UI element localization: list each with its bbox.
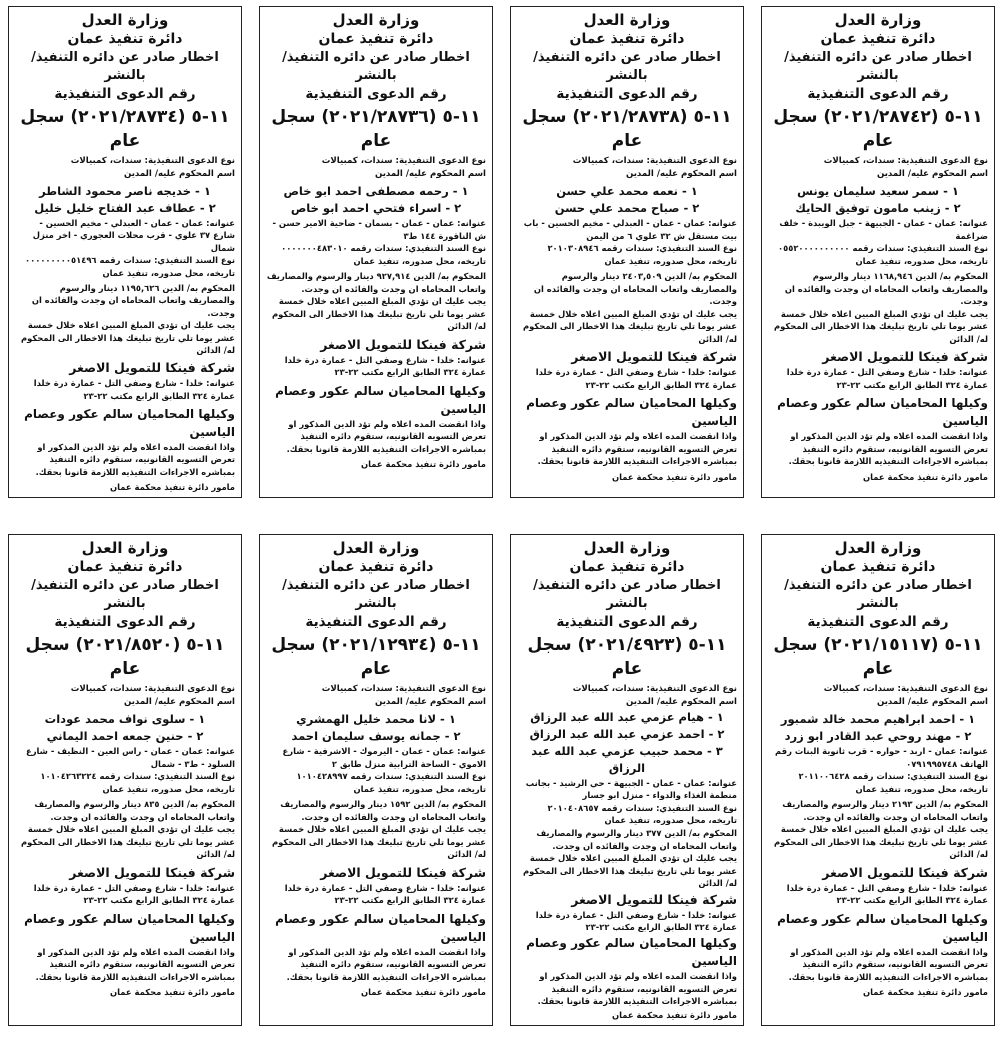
court-notice — [259, 6, 493, 498]
judgment-amount — [266, 798, 486, 823]
judgment-amount — [15, 282, 235, 320]
bond-info: نوع السند التنفيذي: سندات رقمه ١٠١٠٤٢٦٣٢٢٤ — [40, 771, 235, 781]
department-title: دائرة تنفيذ عمان — [67, 31, 183, 47]
costs-text: دينار والرسوم والمصاريف واتعاب المحاماه ان وجدت والفائده ان وجدت. — [34, 799, 235, 822]
judgment-amount — [517, 270, 737, 308]
creditor-address: عنوانه: خلدا - شارع وصفي التل - عمارة درة خلدا عمارة ٣٢٤ الطابق الرابع مكتب ٢٢-٢٣ — [33, 378, 235, 401]
costs-text: دينار والرسوم والمصاريف واتعاب المحاماه ان وجدت والفائده ان وجدت. — [536, 828, 737, 851]
notice-heading: اخطار صادر عن دائره التنفيذ/ بالنشر — [282, 50, 470, 83]
department-title: دائرة تنفيذ عمان — [318, 31, 434, 47]
department-title: دائرة تنفيذ عمان — [820, 31, 936, 47]
judgment-amount — [768, 270, 988, 308]
debtor-1: ١ - احمد ابراهيم محمد خالد شمبور — [780, 712, 976, 726]
case-number: ١١-٥ (٢٠٢١/١٢٩٣٤) سجل عام — [271, 635, 481, 679]
debtor-label: اسم المحكوم عليه/ المدين — [374, 696, 486, 707]
debtor-label: اسم المحكوم عليه/ المدين — [876, 696, 988, 707]
case-number: ١١-٥ (٢٠٢١/٨٥٢٠) سجل عام — [25, 635, 225, 679]
debtor-label: اسم المحكوم عليه/ المدين — [123, 168, 235, 179]
creditor-lawyers: وكيلها المحاميان سالم عكور وعصام الياسين — [24, 406, 235, 439]
debtor-2: ٢ - اسراء فتحي احمد ابو خاص — [290, 201, 462, 215]
creditor-address: عنوانه: خلدا - شارع وصفي التل - عمارة درة خلدا عمارة ٣٢٤ الطابق الرابع مكتب ٢٢-٢٣ — [33, 882, 235, 905]
notice-heading: اخطار صادر عن دائره التنفيذ/ بالنشر — [31, 578, 219, 611]
case-title: رقم الدعوى التنفيذية — [556, 86, 698, 102]
debtor-address: عنوانه: عمان - عمان - اليرموك - الاشرفية - شارع الاموي - الساحة الترابية منزل طابق ٢ — [282, 746, 486, 769]
ministry-title: وزارة العدل — [583, 11, 671, 29]
judgment-amount — [15, 798, 235, 823]
notice-heading: اخطار صادر عن دائره التنفيذ/ بالنشر — [784, 50, 972, 83]
costs-text: دينار والرسوم والمصاريف واتعاب المحاماه ان وجدت والفائده ان وجدت. — [782, 799, 988, 822]
debtor-2: ٢ - مهند روحي عبد القادر ابو زرد — [784, 729, 972, 743]
case-number: ١١-٥ (٢٠٢١/٢٨٧٣٤) سجل عام — [20, 107, 230, 151]
residence-info: تاريخه، محل صدوره، تنفيذ عمان — [604, 815, 737, 826]
payment-notice: يجب عليك ان تؤدي المبلغ المبين اعلاه خلال خمسة عشر يوما تلي تاريخ تبليغك هذا الاخطار الى المحكوم له/ الدائن — [774, 824, 988, 859]
creditor-lawyers: وكيلها المحاميان سالم عكور وعصام الياسين — [526, 936, 737, 969]
creditor-company: شركة فينكا للتمويل الاصغر — [320, 864, 486, 880]
notice-heading: اخطار صادر عن دائره التنفيذ/ بالنشر — [533, 50, 721, 83]
debtor-2: ٢ - عطاف عبد الفتاح خليل خليل — [34, 200, 216, 215]
notice-heading: اخطار صادر عن دائره التنفيذ/ بالنشر — [31, 50, 219, 83]
court-notice — [8, 534, 242, 1026]
creditor-company: شركة فينكا للتمويل الاصغر — [822, 349, 988, 364]
amount-value: المحكوم به/ الدين ٢٤٠٣,٥٠٩ — [622, 271, 737, 281]
court-notice — [259, 534, 493, 1026]
amount-value: المحكوم به/ الدين ١١٩٥,٦٢٦ — [120, 282, 235, 293]
creditor-company: شركة فينكا للتمويل الاصغر — [822, 864, 988, 880]
case-type: نوع الدعوى التنفيذية: سندات، كمبيالات — [823, 156, 988, 166]
case-title: رقم الدعوى التنفيذية — [305, 86, 447, 102]
warning-text: واذا انقضت المده اعلاه ولم تؤد الدين المذكور او تعرض التسويه القانونيه، ستقوم دائره التنفيذ بمباشره الاجراءات التنفيذيه اللازمة قانونا بحقك. — [788, 946, 988, 982]
department-title: دائرة تنفيذ عمان — [318, 559, 434, 575]
payment-notice: يجب عليك ان تؤدي المبلغ المبين اعلاه خلال خمسة عشر يوما تلي تاريخ تبليغك هذا الاخطار الى المحكوم له/ الدائن — [523, 853, 737, 889]
notice-footer: مامور دائرة تنفيذ محكمة عمان — [110, 987, 235, 997]
debtor-address: عنوانه: عمان - اربد - حواره - قرب ثانوية البنات رقم الهاتف ٠٧٩١٩٩٥٧٤٨ — [775, 746, 988, 769]
judgment-amount — [266, 270, 486, 295]
court-notice — [761, 534, 995, 1026]
debtor-address: عنوانه: عمان - عمان - العبدلي - مخيم الحسين - باب بيت مستقل ش ٣٢ علوي ٦ من اليمن — [523, 218, 737, 241]
payment-notice: يجب عليك ان تؤدي المبلغ المبين اعلاه خلال خمسة عشر يوما تلي تاريخ تبليغك هذا الاخطار الى المحكوم له/ الدائن — [774, 308, 988, 344]
judgment-amount — [517, 827, 737, 852]
costs-text: دينار والرسوم والمصاريف واتعاب المحاماه ان وجدت والفائده ان وجدت. — [31, 282, 235, 318]
case-title: رقم الدعوى التنفيذية — [305, 614, 447, 630]
bond-info: نوع السند التنفيذي: سندات رقمه ١٠١٠٤٢٨٩٩٧ — [296, 771, 486, 781]
costs-text: دينار والرسوم والمصاريف واتعاب المحاماه ان وجدت والفائده ان وجدت. — [280, 799, 486, 822]
debtor-2: ٢ - صباح محمد علي حسن — [554, 201, 700, 215]
debtor-address: عنوانه: عمان - عمان - الجبيهة - جبل الويبدة - خلف ضراغمة — [779, 218, 988, 241]
debtor-label: اسم المحكوم عليه/ المدين — [374, 168, 486, 179]
notice-heading: اخطار صادر عن دائره التنفيذ/ بالنشر — [282, 578, 470, 611]
creditor-company: شركة فينكا للتمويل الاصغر — [320, 336, 486, 352]
bond-info: نوع السند التنفيذي: سندات رقمه ٠٥٥٢٠٠٠٠٠٠٠٠٠٠ — [777, 243, 988, 253]
department-title: دائرة تنفيذ عمان — [569, 559, 685, 575]
ministry-title: وزارة العدل — [834, 539, 922, 557]
bond-info: نوع السند التنفيذي: سندات رقمه ٢٠١٠٣٠٨٩٤٦ — [547, 243, 737, 253]
creditor-address: عنوانه: خلدا - شارع وصفي التل - عمارة درة خلدا عمارة ٣٢٤ الطابق الرابع مكتب ٢٢-٢٣ — [535, 367, 737, 390]
amount-value: المحكوم به/ الدين ٩٢٧,٩١٤ — [376, 271, 486, 281]
creditor-lawyers: وكيلها المحاميان سالم عكور وعصام الياسين — [275, 911, 486, 944]
creditor-lawyers: وكيلها المحاميان سالم عكور وعصام الياسين — [275, 383, 486, 416]
warning-text: واذا انقضت المده اعلاه ولم تؤد الدين المذكور او تعرض التسويه القانونيه، ستقوم دائره التنفيذ بمباشره الاجراءات التنفيذيه اللازمة قانونا بحقك. — [537, 431, 737, 466]
department-title: دائرة تنفيذ عمان — [820, 559, 936, 575]
notice-footer: مامور دائرة تنفيذ محكمة عمان — [110, 481, 235, 492]
debtor-2: ٢ - حنين جمعه احمد اليماني — [46, 729, 204, 743]
notice-footer: مامور دائرة تنفيذ محكمة عمان — [612, 1009, 737, 1020]
case-title: رقم الدعوى التنفيذية — [556, 614, 698, 630]
judgment-amount — [768, 798, 988, 823]
department-title: دائرة تنفيذ عمان — [67, 559, 183, 575]
court-notice — [761, 6, 995, 498]
costs-text: دينار والرسوم والمصاريف واتعاب المحاماه ان وجدت والفائده ان وجدت. — [784, 271, 988, 306]
debtor-1: ١ - خديجه ناصر محمود الشاطر — [39, 183, 211, 198]
residence-info: تاريخه، محل صدوره، تنفيذ عمان — [102, 267, 235, 278]
creditor-address: عنوانه: خلدا - شارع وصفي التل - عمارة درة خلدا عمارة ٣٢٤ الطابق الرابع مكتب ٢٢-٢٣ — [284, 882, 486, 905]
residence-info: تاريخه، محل صدوره، تنفيذ عمان — [855, 783, 988, 794]
ministry-title: وزارة العدل — [834, 11, 922, 29]
court-notice — [510, 6, 744, 498]
court-notice — [8, 6, 242, 498]
department-title: دائرة تنفيذ عمان — [569, 31, 685, 47]
amount-value: المحكوم به/ الدين ٣٧٧ — [646, 828, 737, 839]
ministry-title: وزارة العدل — [81, 539, 169, 557]
debtor-label: اسم المحكوم عليه/ المدين — [876, 168, 988, 179]
notice-heading: اخطار صادر عن دائره التنفيذ/ بالنشر — [533, 578, 721, 611]
residence-info: تاريخه، محل صدوره، تنفيذ عمان — [855, 255, 988, 266]
costs-text: دينار والرسوم والمصاريف واتعاب المحاماه ان وجدت والفائده ان وجدت. — [533, 271, 737, 306]
bond-info: نوع السند التنفيذي: سندات رقمه ٢٠١١٠٠٦٤٢٨ — [798, 771, 988, 781]
payment-notice: يجب عليك ان تؤدي المبلغ المبين اعلاه خلال خمسة عشر يوما تلي تاريخ تبليغك هذا الاخطار الى المحكوم له/ الدائن — [21, 824, 235, 859]
creditor-company: شركة فينكا للتمويل الاصغر — [69, 360, 235, 375]
bond-info: نوع السند التنفيذي: سندات رقمه ٠٠٠٠٠٠٠٠٠٥١٤٩٦ — [24, 255, 235, 265]
notice-footer: مامور دائرة تنفيذ محكمة عمان — [863, 987, 988, 997]
case-type: نوع الدعوى التنفيذية: سندات، كمبيالات — [572, 684, 737, 694]
warning-text: واذا انقضت المده اعلاه ولم تؤد الدين المذكور او تعرض التسويه القانونيه، ستقوم دائره التنفيذ بمباشره الاجراءات التنفيذيه اللازمة قانونا بحقك. — [35, 946, 235, 982]
creditor-company: شركة فينكا للتمويل الاصغر — [69, 864, 235, 880]
notice-footer: مامور دائرة تنفيذ محكمة عمان — [612, 471, 737, 482]
ministry-title: وزارة العدل — [332, 11, 420, 29]
warning-text: واذا انقضت المده اعلاه ولم تؤد الدين المذكور او تعرض التسويه القانونيه، ستقوم دائره التنفيذ بمباشره الاجراءات التنفيذيه اللازمة قانونا بحقك. — [286, 946, 486, 982]
warning-text: واذا انقضت المده اعلاه ولم تؤد الدين المذكور او تعرض التسويه القانونيه، ستقوم دائره التنفيذ بمباشره الاجراءات التنفيذيه اللازمة قانونا بحقك. — [537, 971, 737, 1007]
case-number: ١١-٥ (٢٠٢١/٢٨٧٤٢) سجل عام — [773, 107, 983, 151]
debtor-address: عنوانه: عمان - عمان - العبدلي - مخيم الحسين - شارع ٣٧ علوي - قرب محلات العجوري - اخر منزل شمال — [32, 217, 235, 253]
case-title: رقم الدعوى التنفيذية — [807, 86, 949, 102]
case-type: نوع الدعوى التنفيذية: سندات، كمبيالات — [70, 156, 235, 166]
amount-value: المحكوم به/ الدين ٨٣٥ — [144, 799, 235, 809]
case-number: ١١-٥ (٢٠٢١/٢٨٧٣٦) سجل عام — [271, 107, 481, 151]
case-number: ١١-٥ (٢٠٢١/٢٨٧٣٨) سجل عام — [522, 107, 732, 151]
debtor-1: ١ - نعمه محمد علي حسن — [556, 184, 698, 198]
case-title: رقم الدعوى التنفيذية — [807, 614, 949, 630]
debtor-3: ٣ - محمد حبيب عزمي عبد الله عبد الرزاق — [531, 743, 723, 775]
residence-info: تاريخه، محل صدوره، تنفيذ عمان — [102, 783, 235, 794]
notice-footer: مامور دائرة تنفيذ محكمة عمان — [361, 459, 486, 469]
case-type: نوع الدعوى التنفيذية: سندات، كمبيالات — [321, 684, 486, 694]
warning-text: واذا انقضت المده اعلاه ولم تؤد الدين المذكور او تعرض التسويه القانونيه، ستقوم دائره التنفيذ بمباشره الاجراءات التنفيذيه اللازمة قانونا بحقك. — [35, 441, 235, 477]
creditor-address: عنوانه: خلدا - شارع وصفي التل - عمارة درة خلدا عمارة ٣٢٤ الطابق الرابع مكتب ٢٢-٢٣ — [284, 354, 486, 377]
case-type: نوع الدعوى التنفيذية: سندات، كمبيالات — [321, 156, 486, 166]
creditor-address: عنوانه: خلدا - شارع وصفي التل - عمارة درة خلدا عمارة ٣٢٤ الطابق الرابع مكتب ٢٢-٢٣ — [786, 367, 988, 390]
case-type: نوع الدعوى التنفيذية: سندات، كمبيالات — [70, 684, 235, 694]
debtor-address: عنوانه: عمان - عمان - راس العين - النظيف - شارع السلود - ط٣ - شمال — [25, 746, 235, 769]
case-number: ١١-٥ (٢٠٢١/١٥١١٧) سجل عام — [773, 635, 983, 679]
amount-value: المحكوم به/ الدين ١١٦٨,٩٤٦ — [873, 271, 988, 281]
creditor-lawyers: وكيلها المحاميان سالم عكور وعصام الياسين — [24, 911, 235, 944]
costs-text: دينار والرسوم والمصاريف واتعاب المحاماه ان وجدت والفائده ان وجدت. — [266, 271, 486, 294]
creditor-lawyers: وكيلها المحاميان سالم عكور وعصام الياسين — [777, 911, 988, 944]
warning-text: واذا انقضت المده اعلاه ولم تؤد الدين المذكور او تعرض التسويه القانونيه، ستقوم دائره التنفيذ بمباشره الاجراءات التنفيذيه اللازمة قانونا بحقك. — [286, 418, 486, 454]
debtor-2: ٢ - زينب مامون توفيق الحايك — [795, 201, 961, 215]
debtor-address: عنوانه: عمان - عمان - بسمان - ضاحية الامير حسن - ش الناقورة ١٤٤ ط٣ — [272, 218, 486, 241]
warning-text: واذا انقضت المده اعلاه ولم تؤد الدين المذكور او تعرض التسويه القانونيه، ستقوم دائره التنفيذ بمباشره الاجراءات التنفيذيه اللازمة قانونا بحقك. — [788, 431, 988, 466]
ministry-title: وزارة العدل — [583, 539, 671, 557]
debtor-1: ١ - لانا محمد خليل الهمشري — [296, 712, 456, 726]
bond-info: نوع السند التنفيذي: سندات رقمه ٠٠٠٠٠٠٠٤٨٣٠١٠ — [281, 243, 486, 253]
debtor-label: اسم المحكوم عليه/ المدين — [123, 696, 235, 707]
residence-info: تاريخه، محل صدوره، تنفيذ عمان — [604, 255, 737, 266]
ministry-title: وزارة العدل — [332, 539, 420, 557]
case-type: نوع الدعوى التنفيذية: سندات، كمبيالات — [572, 156, 737, 166]
notice-footer: مامور دائرة تنفيذ محكمة عمان — [361, 987, 486, 997]
debtor-label: اسم المحكوم عليه/ المدين — [625, 696, 737, 707]
payment-notice: يجب عليك ان تؤدي المبلغ المبين اعلاه خلال خمسة عشر يوما تلي تاريخ تبليغك هذا الاخطار الى المحكوم له/ الدائن — [272, 296, 486, 331]
payment-notice: يجب عليك ان تؤدي المبلغ المبين اعلاه خلال خمسة عشر يوما تلي تاريخ تبليغك هذا الاخطار الى المحكوم له/ الدائن — [523, 308, 737, 344]
payment-notice: يجب عليك ان تؤدي المبلغ المبين اعلاه خلال خمسة عشر يوما تلي تاريخ تبليغك هذا الاخطار الى المحكوم له/ الدائن — [21, 320, 235, 355]
debtor-1: ١ - سلوى نواف محمد عودات — [44, 712, 206, 726]
debtor-1: ١ - هيام عزمي عبد الله عبد الرزاق — [530, 709, 724, 724]
residence-info: تاريخه، محل صدوره، تنفيذ عمان — [353, 783, 486, 794]
debtor-1: ١ - سمر سعيد سليمان يونس — [797, 184, 959, 198]
amount-value: المحكوم به/ الدين ١٥٩٢ — [390, 799, 486, 809]
case-title: رقم الدعوى التنفيذية — [54, 86, 196, 102]
debtor-2: ٢ - جمانه يوسف سليمان احمد — [291, 729, 461, 743]
creditor-lawyers: وكيلها المحاميان سالم عكور وعصام الياسين — [526, 396, 737, 428]
payment-notice: يجب عليك ان تؤدي المبلغ المبين اعلاه خلال خمسة عشر يوما تلي تاريخ تبليغك هذا الاخطار الى المحكوم له/ الدائن — [272, 824, 486, 859]
creditor-address: عنوانه: خلدا - شارع وصفي التل - عمارة درة خلدا عمارة ٣٢٤ الطابق الرابع مكتب ٢٢-٢٣ — [786, 882, 988, 905]
residence-info: تاريخه، محل صدوره، تنفيذ عمان — [353, 255, 486, 266]
ministry-title: وزارة العدل — [81, 11, 169, 29]
debtor-label: اسم المحكوم عليه/ المدين — [625, 168, 737, 179]
court-notice — [510, 534, 744, 1026]
bond-info: نوع السند التنفيذي: سندات رقمه ٢٠١٠٤٠٨٦٥٧ — [547, 802, 737, 813]
notice-footer: مامور دائرة تنفيذ محكمة عمان — [863, 471, 988, 482]
case-type: نوع الدعوى التنفيذية: سندات، كمبيالات — [823, 684, 988, 694]
notice-heading: اخطار صادر عن دائره التنفيذ/ بالنشر — [784, 578, 972, 611]
debtor-address: عنوانه: عمان - عمان - الجبيهة - حي الرشيد - بجانب منطمة الغذاء والدواء - منزل ابو جسار — [525, 777, 737, 801]
case-number: ١١-٥ (٢٠٢١/٤٩٢٣) سجل عام — [527, 635, 727, 679]
creditor-company: شركة فينكا للتمويل الاصغر — [571, 349, 737, 364]
creditor-address: عنوانه: خلدا - شارع وصفي التل - عمارة درة خلدا عمارة ٣٢٤ الطابق الرابع مكتب ٢٢-٢٣ — [535, 909, 737, 933]
case-title: رقم الدعوى التنفيذية — [54, 614, 196, 630]
debtor-2: ٢ - احمد عزمي عبد الله عبد الرزاق — [529, 726, 725, 741]
debtor-1: ١ - رحمه مصطفى احمد ابو خاص — [283, 184, 469, 198]
amount-value: المحكوم به/ الدين ٢١٩٣ — [892, 799, 988, 809]
creditor-company: شركة فينكا للتمويل الاصغر — [571, 891, 737, 907]
creditor-lawyers: وكيلها المحاميان سالم عكور وعصام الياسين — [777, 396, 988, 428]
